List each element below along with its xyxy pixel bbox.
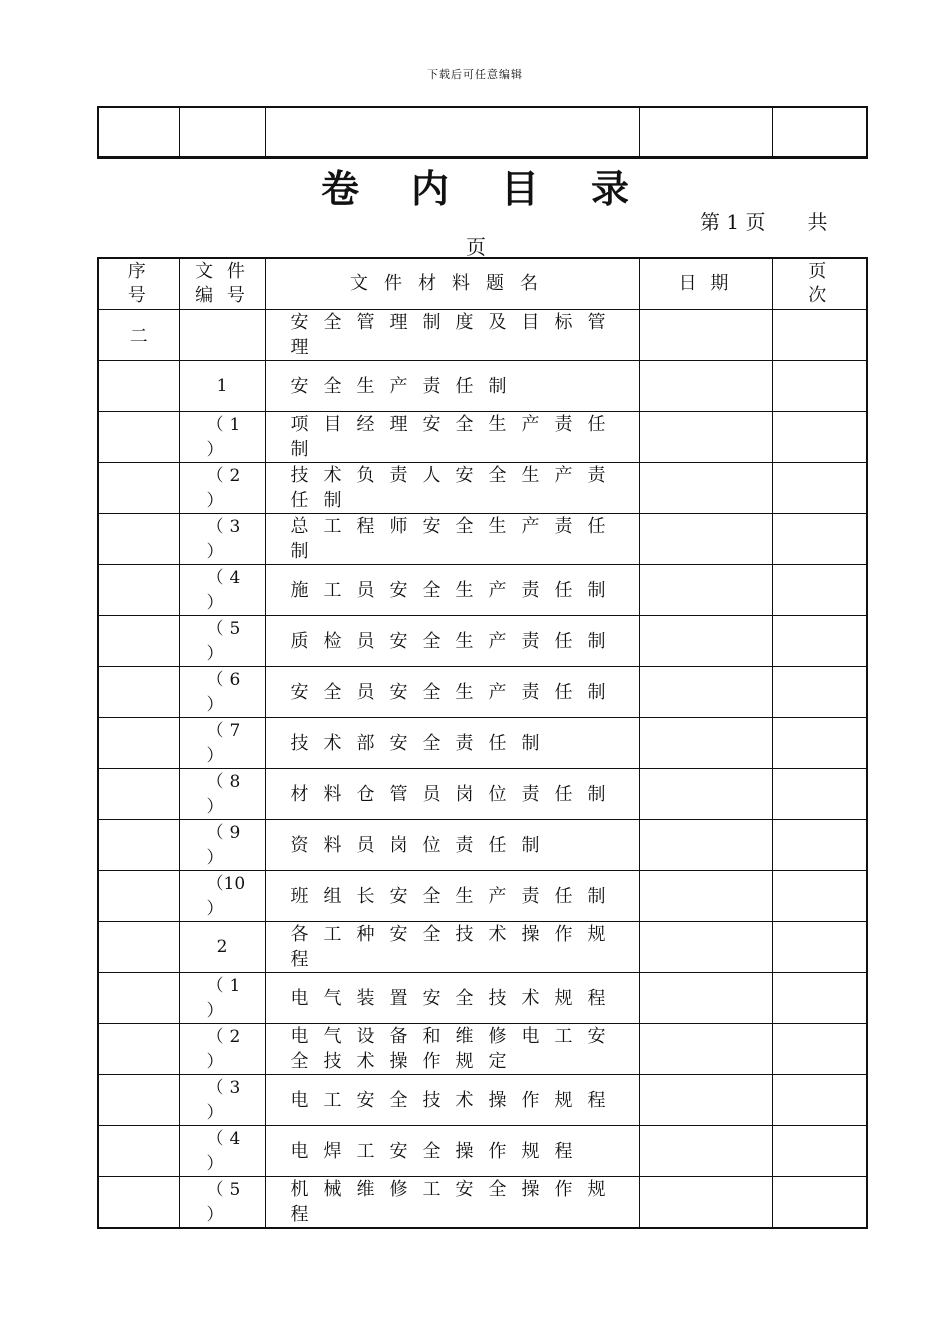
- table-row: [98, 718, 867, 769]
- table-row: [98, 871, 867, 922]
- paren-open: （: [206, 772, 224, 792]
- header-seq-line: 序: [127, 261, 150, 282]
- blank-cell: [265, 107, 639, 158]
- cell-seq: [98, 1177, 179, 1229]
- cell-num: [179, 769, 265, 820]
- cell-num: [179, 667, 265, 718]
- paren-open: （: [206, 1180, 224, 1200]
- cell-num: [179, 514, 265, 565]
- cell-title: 技术部安全责任制: [265, 718, 639, 769]
- cell-num-value: 4: [229, 1129, 241, 1149]
- cell-title: 电气设备和维修电工安全技术操作规定: [265, 1024, 639, 1075]
- paren-close: ）: [206, 1052, 224, 1072]
- table-row: [98, 514, 867, 565]
- cell-title: 施工员安全生产责任制: [265, 565, 639, 616]
- table-row: [98, 667, 867, 718]
- cell-title: 各工种安全技术操作规程: [265, 922, 639, 973]
- cell-num-value: 7: [229, 721, 241, 741]
- cell-page: [772, 310, 867, 361]
- cell-title: 总工程师安全生产责任制: [265, 514, 639, 565]
- page-title: 卷内目录: [320, 166, 681, 211]
- cell-seq: [98, 1126, 179, 1177]
- paren-close: ）: [206, 899, 224, 919]
- cell-num-value: 9: [229, 823, 241, 843]
- blank-cell: [98, 107, 179, 158]
- cell-seq: [98, 718, 179, 769]
- cell-seq: [98, 667, 179, 718]
- cell-seq: [98, 1024, 179, 1075]
- paren-open: （: [206, 466, 224, 486]
- paren-close: ）: [206, 1103, 224, 1123]
- header-num-line: 文 件: [195, 261, 249, 282]
- cell-page: [772, 1177, 867, 1229]
- cell-title: 安全生产责任制: [265, 361, 639, 412]
- cell-page: [772, 463, 867, 514]
- cell-page: [772, 769, 867, 820]
- table-row: [98, 820, 867, 871]
- header-num: [179, 258, 265, 310]
- paren-close: ）: [206, 797, 224, 817]
- cell-date: [639, 310, 772, 361]
- cell-page: [772, 871, 867, 922]
- cell-seq: [98, 463, 179, 514]
- cell-date: [639, 820, 772, 871]
- cell-date: [639, 973, 772, 1024]
- cell-seq: [98, 616, 179, 667]
- table-row: [98, 1075, 867, 1126]
- table-row: [98, 616, 867, 667]
- cell-date: [639, 718, 772, 769]
- table-row: [98, 922, 867, 973]
- cell-title: 技术负责人安全生产责任制: [265, 463, 639, 514]
- cell-num-value: 5: [229, 1180, 241, 1200]
- paren-close: ）: [206, 491, 224, 511]
- cell-seq: [98, 922, 179, 973]
- cell-seq: [98, 514, 179, 565]
- cell-num: [179, 616, 265, 667]
- paren-open: （: [206, 976, 224, 996]
- cell-date: [639, 1177, 772, 1229]
- cell-date: [639, 1126, 772, 1177]
- table-row: [98, 973, 867, 1024]
- header-date: 日 期: [639, 258, 772, 310]
- cell-num: [179, 463, 265, 514]
- cell-num: [179, 820, 265, 871]
- header-page-line: 页: [808, 261, 831, 282]
- cell-date: [639, 412, 772, 463]
- cell-seq: [98, 820, 179, 871]
- paren-close: ）: [206, 1154, 224, 1174]
- cell-seq: [98, 973, 179, 1024]
- cell-title: 质检员安全生产责任制: [265, 616, 639, 667]
- table-row: [98, 463, 867, 514]
- paren-open: （: [206, 721, 224, 741]
- cell-date: [639, 565, 772, 616]
- cell-page: [772, 667, 867, 718]
- cell-seq: [98, 412, 179, 463]
- cell-title: 资料员岗位责任制: [265, 820, 639, 871]
- cell-num: [179, 922, 265, 973]
- cell-page: [772, 922, 867, 973]
- cell-title: 安全员安全生产责任制: [265, 667, 639, 718]
- blank-cell: [179, 107, 265, 158]
- header-note: 下载后可任意编辑: [427, 68, 523, 81]
- paren-close: ）: [206, 848, 224, 868]
- paren-open: （: [206, 823, 224, 843]
- paren-open: （: [206, 1027, 224, 1047]
- cell-num-value: 2: [229, 466, 241, 486]
- cell-num-value: 10: [223, 874, 246, 894]
- table-row: [98, 1126, 867, 1177]
- paren-open: （: [206, 619, 224, 639]
- cell-num-value: 4: [229, 568, 241, 588]
- cell-num-value: 5: [229, 619, 241, 639]
- header-page: [772, 258, 867, 310]
- blank-row: [98, 107, 867, 158]
- cell-title: 项目经理安全生产责任制: [265, 412, 639, 463]
- cell-num-value: 3: [229, 517, 241, 537]
- cell-seq: 二: [98, 310, 179, 361]
- cell-page: [772, 1024, 867, 1075]
- cell-date: [639, 667, 772, 718]
- page-info: [700, 206, 827, 235]
- page-number-label: 第 1 页: [700, 210, 766, 234]
- header-seq: [98, 258, 179, 310]
- cell-num: [179, 871, 265, 922]
- cell-seq: [98, 361, 179, 412]
- header-seq-line: 号: [127, 285, 150, 306]
- paren-close: ）: [206, 1001, 224, 1021]
- catalog-table: [97, 257, 868, 1229]
- table-row: [98, 412, 867, 463]
- paren-close: ）: [206, 746, 224, 766]
- paren-open: （: [206, 415, 224, 435]
- cell-date: [639, 514, 772, 565]
- cell-page: [772, 718, 867, 769]
- cell-date: [639, 871, 772, 922]
- paren-close: ）: [206, 593, 224, 613]
- cell-title: 机械维修工安全操作规程: [265, 1177, 639, 1229]
- table-row: [98, 1024, 867, 1075]
- total-pages-label: 共: [807, 210, 828, 234]
- cell-num-value: 2: [216, 936, 228, 957]
- cell-num-value: 6: [229, 670, 241, 690]
- cell-seq: [98, 769, 179, 820]
- cell-num-value: 3: [229, 1078, 241, 1098]
- paren-close: ）: [206, 1205, 224, 1225]
- table-row: [98, 769, 867, 820]
- cell-num: [179, 310, 265, 361]
- cell-page: [772, 514, 867, 565]
- cell-num: [179, 718, 265, 769]
- cell-title: 班组长安全生产责任制: [265, 871, 639, 922]
- cell-date: [639, 463, 772, 514]
- cell-date: [639, 922, 772, 973]
- cell-num-value: 1: [229, 976, 241, 996]
- cell-page: [772, 616, 867, 667]
- cell-title: 电焊工安全操作规程: [265, 1126, 639, 1177]
- table-row: [98, 361, 867, 412]
- cell-title: 电工安全技术操作规程: [265, 1075, 639, 1126]
- paren-open: （: [206, 1078, 224, 1098]
- cell-page: [772, 412, 867, 463]
- paren-open: （: [206, 670, 224, 690]
- paren-close: ）: [206, 542, 224, 562]
- cell-num: [179, 565, 265, 616]
- cell-date: [639, 616, 772, 667]
- cell-num: [179, 361, 265, 412]
- cell-date: [639, 1075, 772, 1126]
- cell-num: [179, 1024, 265, 1075]
- cell-page: [772, 361, 867, 412]
- cell-page: [772, 565, 867, 616]
- cell-num-value: 8: [229, 772, 241, 792]
- cell-page: [772, 973, 867, 1024]
- paren-open: （: [206, 1129, 224, 1149]
- cell-num: [179, 973, 265, 1024]
- table-row: [98, 1177, 867, 1229]
- blank-cell: [639, 107, 772, 158]
- cell-title: 安全管理制度及目标管理: [265, 310, 639, 361]
- header-title: 文件材料题名: [265, 258, 639, 310]
- page-info-wrap: 页: [466, 235, 486, 259]
- paren-close: ）: [206, 440, 224, 460]
- cell-num: [179, 412, 265, 463]
- paren-open: （: [206, 568, 224, 588]
- cell-seq: [98, 565, 179, 616]
- cell-num-value: 1: [216, 375, 228, 396]
- cell-num: [179, 1075, 265, 1126]
- cell-num: [179, 1177, 265, 1229]
- cell-date: [639, 769, 772, 820]
- paren-close: ）: [206, 695, 224, 715]
- cell-date: [639, 361, 772, 412]
- paren-open: （: [206, 874, 224, 894]
- header-page-line: 次: [808, 285, 831, 306]
- cell-date: [639, 1024, 772, 1075]
- header-num-line: 编 号: [195, 285, 249, 306]
- paren-close: ）: [206, 644, 224, 664]
- table-row: [98, 310, 867, 361]
- cell-num: [179, 1126, 265, 1177]
- table-header-row: [98, 258, 867, 310]
- cell-page: [772, 1126, 867, 1177]
- top-blank-table: [97, 106, 868, 159]
- cell-title: 材料仓管员岗位责任制: [265, 769, 639, 820]
- cell-title: 电气装置安全技术规程: [265, 973, 639, 1024]
- cell-seq: [98, 1075, 179, 1126]
- paren-open: （: [206, 517, 224, 537]
- cell-page: [772, 1075, 867, 1126]
- cell-num-value: 2: [229, 1027, 241, 1047]
- blank-cell: [772, 107, 867, 158]
- cell-num-value: 1: [229, 415, 241, 435]
- table-row: [98, 565, 867, 616]
- cell-page: [772, 820, 867, 871]
- cell-seq: [98, 871, 179, 922]
